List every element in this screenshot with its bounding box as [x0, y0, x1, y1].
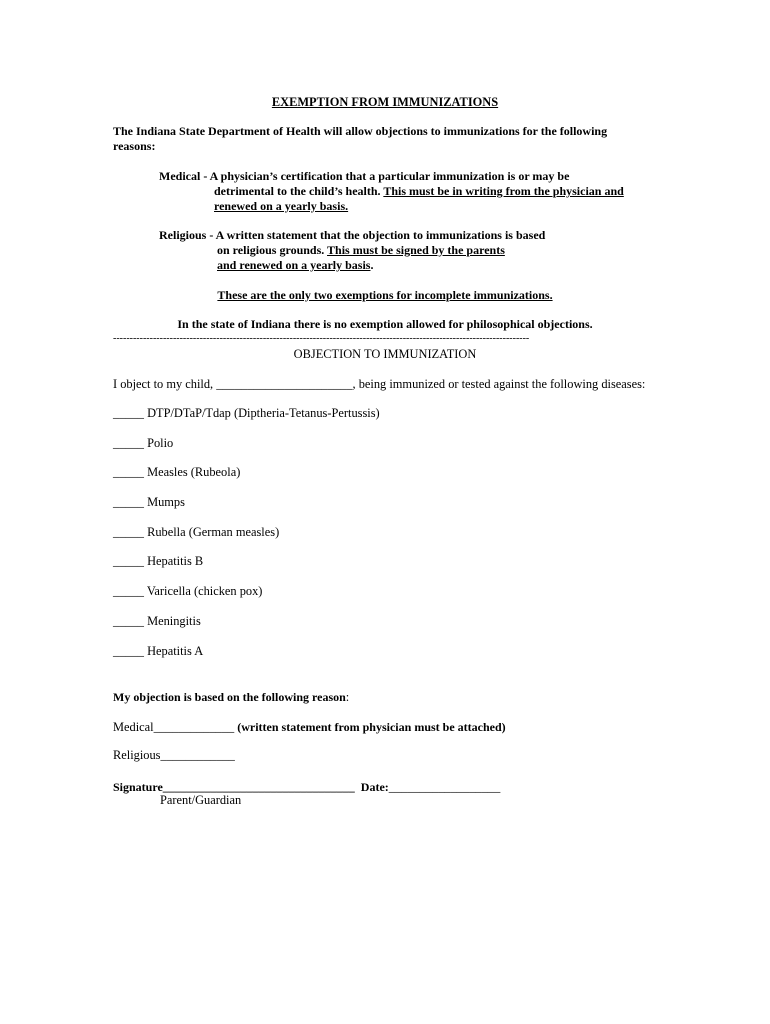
medical-reason-line	[113, 718, 506, 736]
date-blank: __________________	[388, 780, 501, 794]
object-statement: I object to my child, ______________________, being immunized or tested against the following diseases:	[113, 377, 646, 391]
religious-text-1: A written statement that the objection to immunizations is based	[215, 228, 546, 242]
medical-requirement-1: This must be in writing from the physician and	[383, 184, 624, 198]
medical-requirement-2: renewed on a yearly basis.	[214, 199, 349, 213]
religious-reason-line: Religious____________	[113, 748, 235, 762]
religious-third-line	[217, 258, 373, 273]
religious-period: .	[370, 258, 374, 272]
disease-item-varicella: _____ Varicella (chicken pox)	[113, 584, 263, 598]
intro-line-2: reasons:	[113, 139, 156, 153]
medical-label: Medical -	[159, 169, 210, 183]
disease-item-hepatitis-a: _____ Hepatitis A	[113, 644, 204, 658]
objection-heading: OBJECTION TO IMMUNIZATION	[293, 347, 477, 361]
date-label: Date:	[360, 780, 389, 794]
intro-line-1: The Indiana State Department of Health will allow objections to immunizations for the following	[113, 124, 608, 138]
disease-item-rubella: _____ Rubella (German measles)	[113, 525, 280, 539]
religious-first-line	[159, 228, 545, 243]
disease-item-mumps: _____ Mumps	[113, 495, 185, 509]
disease-item-polio: _____ Polio	[113, 436, 174, 450]
no-philosophical-exemption: In the state of Indiana there is no exemption allowed for philosophical objections.	[177, 317, 593, 331]
medical-reason-note: (written statement from physician must be attached)	[237, 720, 506, 734]
medical-second-line	[214, 184, 624, 199]
religious-text-2: on religious grounds.	[217, 243, 328, 257]
only-two-exemptions: These are the only two exemptions for incomplete immunizations.	[217, 288, 553, 302]
disease-item-hepatitis-b: _____ Hepatitis B	[113, 554, 204, 568]
medical-reason-label: Medical_____________	[113, 720, 238, 734]
medical-text-1: A physician’s certification that a particular immunization is or may be	[209, 169, 570, 183]
religious-second-line	[217, 243, 505, 258]
disease-item-dtp: _____ DTP/DTaP/Tdap (Diptheria-Tetanus-Pertussis)	[113, 406, 380, 420]
reason-heading-line	[113, 688, 349, 706]
religious-requirement-1: This must be signed by the parents	[327, 243, 505, 257]
disease-item-measles: _____ Measles (Rubeola)	[113, 465, 241, 479]
disease-item-meningitis: _____ Meningitis	[113, 614, 201, 628]
religious-label: Religious -	[159, 228, 216, 242]
reason-heading: My objection is based on the following reason	[113, 690, 346, 704]
document-title: EXEMPTION FROM IMMUNIZATIONS	[271, 95, 499, 109]
reason-colon: :	[345, 690, 350, 704]
medical-first-line	[159, 169, 569, 184]
religious-requirement-2: and renewed on a yearly basis	[217, 258, 371, 272]
divider-line: -----------------------------------------------------------------------------------------------------------------------------	[113, 333, 530, 344]
signature-label: Signature________________________________	[113, 780, 355, 794]
parent-guardian-caption: Parent/Guardian	[160, 793, 242, 807]
medical-text-2: detrimental to the child’s health.	[214, 184, 384, 198]
